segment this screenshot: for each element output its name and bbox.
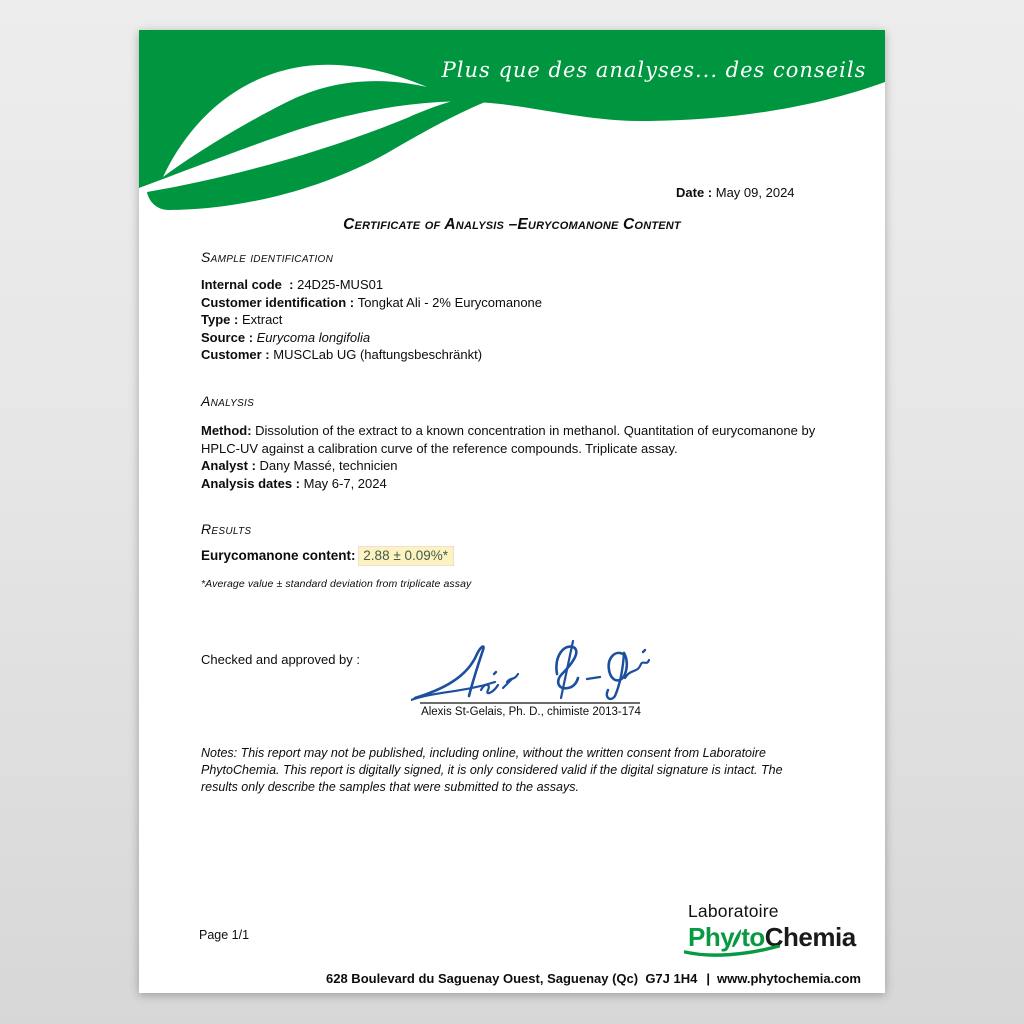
address-line (326, 971, 861, 986)
info-row-source: Source : Eurycoma longifolia (201, 329, 371, 345)
notes-paragraph: Notes: This report may not be published, including online, without the written consent from Laboratoire PhytoChemia. This report is digitally signed, it is only considered valid if the digital signature is intact. The results only describe the samples that were submitted to the assays. (201, 746, 783, 795)
section-heading-analysis: Analysis (201, 393, 255, 409)
phytochemia-logo (688, 901, 868, 953)
date-label: Date : (676, 185, 713, 200)
date-value: May 09, 2024 (715, 185, 795, 200)
signer-name: Alexis St-Gelais, Ph. D., chimiste 2013-174 (421, 706, 641, 718)
address-separator: | (706, 971, 710, 986)
method-paragraph: Method: Dissolution of the extract to a known concentration in methanol. Quantitation of eurycomanone by HPLC-UV against a calibration curve of the reference compounds. Triplicate assay. (201, 423, 816, 456)
page-number: Page 1/1 (199, 928, 250, 942)
logo-laboratoire-text: Laboratoire (688, 901, 779, 921)
website-text: www.phytochemia.com (717, 971, 861, 986)
sample-identification-block (201, 276, 841, 364)
section-heading-sample-identification: Sample identification (201, 249, 334, 265)
info-row-analysis-dates: Analysis dates : May 6-7, 2024 (201, 475, 387, 491)
brand-tagline: Plus que des analyses... des conseils (441, 58, 867, 82)
info-row-customer: Customer : MUSCLab UG (haftungsbeschränkt) (201, 347, 483, 363)
info-row-type: Type : Extract (201, 312, 283, 328)
certificate-page (139, 30, 885, 993)
section-heading-results: Results (201, 521, 252, 537)
certificate-title: Certificate of Analysis –Eurycomanone Content (343, 216, 681, 233)
result-label: Eurycomanone content: (201, 548, 356, 563)
logo-phytochemia-text: Phy toChemia (688, 922, 868, 953)
info-row-customer-identification: Customer identification : Tongkat Ali - 2% Eurycomanone (201, 294, 543, 310)
logo-underline-swoosh (684, 945, 780, 957)
handwritten-signature (411, 636, 651, 702)
result-line (201, 548, 453, 563)
info-row-analyst: Analyst : Dany Massé, technicien (201, 458, 398, 474)
address-text: 628 Boulevard du Saguenay Ouest, Saguenay (Qc) G7J 1H4 (326, 971, 698, 986)
result-value-highlight: 2.88 ± 0.09%* (359, 547, 453, 565)
result-footnote: *Average value ± standard deviation from triplicate assay (201, 578, 472, 590)
approval-label: Checked and approved by : (201, 652, 360, 667)
signature-line (420, 702, 640, 704)
info-row-internal-code: Internal code : 24D25-MUS01 (201, 277, 384, 292)
date-line (676, 185, 795, 200)
analysis-block (201, 422, 841, 492)
